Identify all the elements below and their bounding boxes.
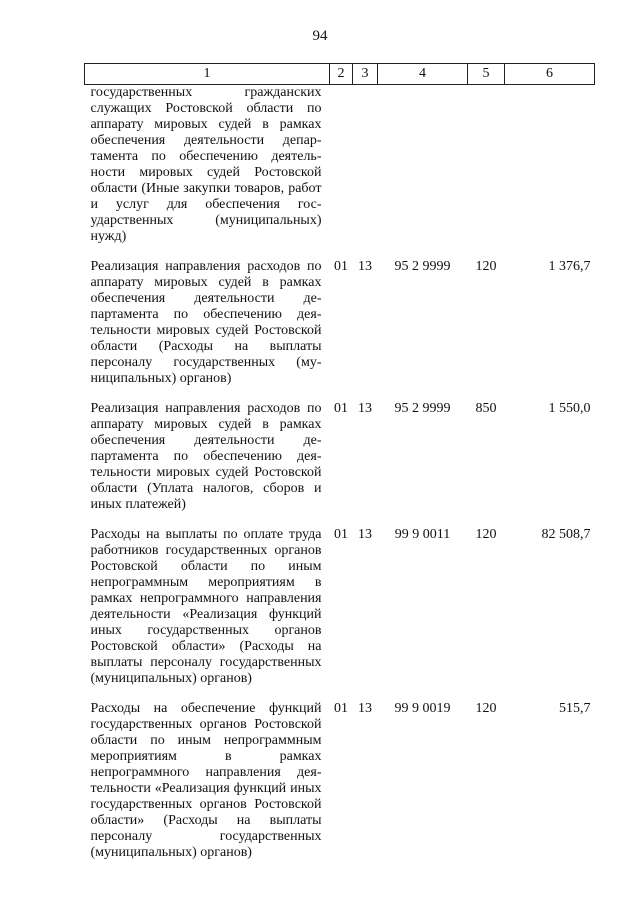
row-target-article: 95 2 9999: [394, 401, 451, 416]
column-header: 3: [353, 64, 378, 85]
row-target-article: 99 9 0011: [394, 527, 451, 542]
row-section: 01: [334, 527, 348, 542]
row-section: 01: [334, 259, 348, 274]
budget-table: [84, 63, 595, 871]
column-header: 2: [330, 64, 353, 85]
column-header: 5: [468, 64, 505, 85]
row-expense-type: 120: [475, 701, 497, 716]
row-target-article: 99 9 0019: [394, 701, 451, 716]
column-header: 4: [378, 64, 468, 85]
table-row: [85, 85, 595, 256]
row-subsection: 13: [358, 527, 372, 542]
row-amount: 515,7: [559, 701, 591, 716]
row-amount: 82 508,7: [541, 527, 591, 542]
row-subsection: [353, 85, 378, 256]
row-target-article: [378, 85, 468, 256]
row-amount: 1 550,0: [548, 401, 591, 416]
row-subsection: 13: [358, 259, 372, 274]
row-expense-type: 120: [475, 527, 497, 542]
row-expense-type: 850: [475, 401, 497, 416]
row-description: Реализация направления расходов по аппарату мировых судей в рамках обеспечения деятельности департамента по обеспечению деятельности мировых судей Ростовской области (Расходы на выплаты персоналу государственных (муниципальных) органов): [90, 259, 322, 386]
table-row: [85, 523, 595, 697]
row-expense-type: [468, 85, 505, 256]
row-description: Расходы на обеспечение функций государственных органов Ростовской области по иным непрограммным мероприятиям в рамках непрограммного направления деятельности «Реализация функций иных государственных органов Ростовской области» (Расходы на выплаты персоналу государственных (муниципальных) органов): [90, 701, 322, 860]
row-amount: [505, 85, 595, 256]
column-header: 1: [85, 64, 330, 85]
row-expense-type: 120: [475, 259, 497, 274]
table-row: [85, 397, 595, 523]
row-amount: 1 376,7: [548, 259, 591, 274]
page-number: 94: [312, 28, 328, 44]
row-subsection: 13: [358, 701, 372, 716]
row-subsection: 13: [358, 401, 372, 416]
row-description: Расходы на выплаты по оплате труда работников государственных органов Ростовской области по иным непрограммным мероприятиям в рамках непрограммного направления деятельности «Реализация функций иных государственных органов Ростовской области» (Расходы на выплаты персоналу государственных (муниципальных) органов): [90, 527, 322, 686]
row-target-article: 95 2 9999: [394, 259, 451, 274]
column-header: 6: [505, 64, 595, 85]
table-row: [85, 697, 595, 871]
header-row: [85, 64, 595, 85]
row-description: Реализация направления расходов по аппарату мировых судей в рамках обеспечения деятельности департамента по обеспечению деятельности мировых судей Ростовской области (Уплата налогов, сборов и иных платежей): [90, 401, 322, 512]
table-row: [85, 255, 595, 397]
row-section: 01: [334, 401, 348, 416]
row-section: [330, 85, 353, 256]
row-description: государственных гражданских служащих Ростовской области по аппарату мировых судей в рамках обеспечения деятельности департамента по обеспечению деятельности мировых судей Ростовской области (Иные закупки товаров, работ и услуг для обеспечения государственных (муниципальных) нужд): [90, 85, 322, 244]
row-section: 01: [334, 701, 348, 716]
